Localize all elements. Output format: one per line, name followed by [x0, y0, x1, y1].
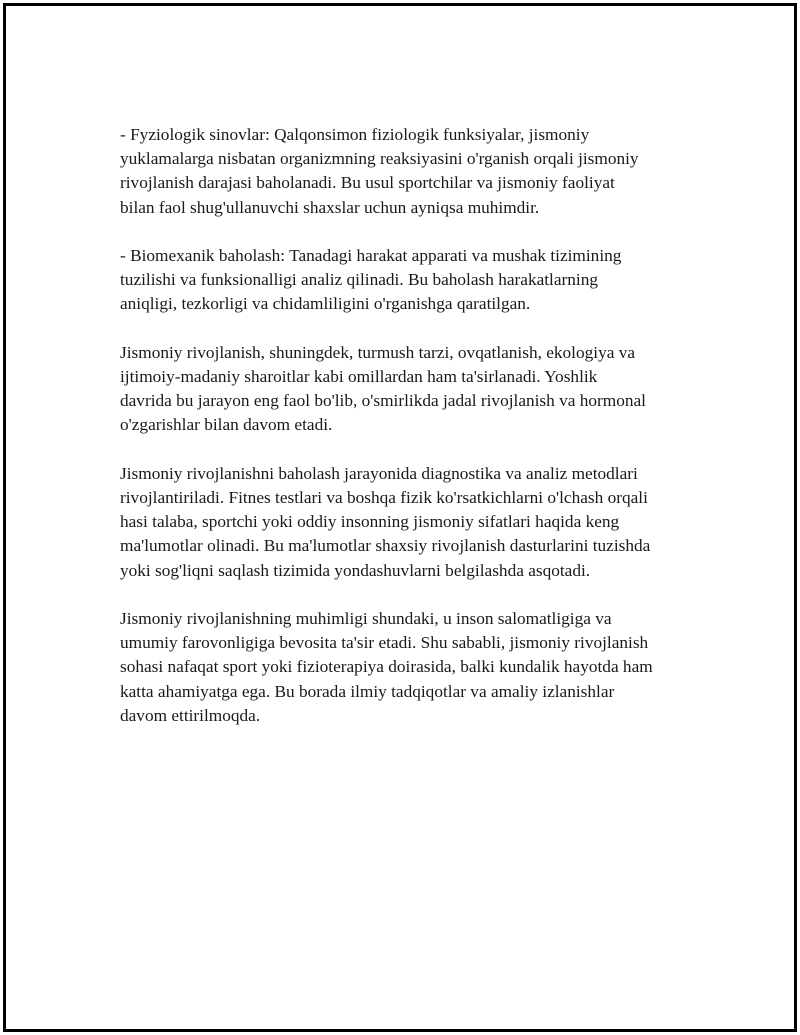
text-line: Jismoniy rivojlanish, shuningdek, turmush tarzi, ovqatlanish, ekologiya va — [120, 342, 636, 362]
paragraph-diagnostics — [120, 462, 700, 583]
text-line: ijtimoiy-madaniy sharoitlar kabi omillardan ham ta'sirlanadi. Yoshlik — [120, 367, 598, 386]
text-line: aniqligi, tezkorligi va chidamliligini o'rganishga qaratilgan. — [120, 294, 531, 314]
text-line: rivojlantiriladi. Fitnes testlari va boshqa fizik ko'rsatkichlarni o'lchash orqali — [120, 488, 648, 507]
paragraph-importance — [120, 607, 700, 728]
text-line: umumiy farovonligiga bevosita ta'sir etadi. Shu sababli, jismoniy rivojlanish — [120, 633, 649, 653]
text-line: davrida bu jarayon eng faol bo'lib, o'smirlikda jadal rivojlanish va hormonal — [120, 391, 646, 411]
text-line: - Biomexanik baholash: Tanadagi harakat apparati va mushak tizimining — [120, 246, 622, 265]
text-line: o'zgarishlar bilan davom etadi. — [120, 415, 333, 435]
text-line: katta ahamiyatga ega. Bu borada ilmiy tadqiqotlar va amaliy izlanishlar — [120, 681, 615, 701]
text-line: tuzilishi va funksionalligi analiz qilinadi. Bu baholash harakatlarning — [120, 270, 599, 290]
text-line: Jismoniy rivojlanishni baholash jarayonida diagnostika va analiz metodlari — [120, 463, 638, 483]
text-line: yoki sog'liqni saqlash tizimida yondashuvlarni belgilashda asqotadi. — [120, 560, 591, 580]
text-line: Jismoniy rivojlanishning muhimligi shundaki, u inson salomatligiga va — [120, 609, 612, 628]
text-line: - Fyziologik sinovlar: Qalqonsimon fiziologik funksiyalar, jismoniy — [120, 125, 590, 144]
text-line: rivojlanish darajasi baholanadi. Bu usul sportchilar va jismoniy faoliyat — [120, 173, 615, 193]
paragraph-biomechanical-assessment — [120, 244, 700, 317]
text-line: hasi talaba, sportchi yoki oddiy insonning jismoniy sifatlari haqida keng — [120, 512, 620, 532]
document-page — [3, 3, 797, 1032]
paragraph-physiological-tests — [120, 123, 700, 220]
text-line: bilan faol shug'ullanuvchi shaxslar uchun ayniqsa muhimdir. — [120, 197, 540, 217]
text-line: yuklamalarga nisbatan organizmning reaksiyasini o'rganish orqali jismoniy — [120, 149, 639, 169]
paragraph-lifestyle-factors — [120, 341, 700, 438]
document-body — [120, 123, 700, 752]
text-line: davom ettirilmoqda. — [120, 705, 261, 725]
text-line: sohasi nafaqat sport yoki fizioterapiya doirasida, balki kundalik hayotda ham — [120, 657, 653, 677]
text-line: ma'lumotlar olinadi. Bu ma'lumotlar shaxsiy rivojlanish dasturlarini tuzishda — [120, 536, 651, 556]
